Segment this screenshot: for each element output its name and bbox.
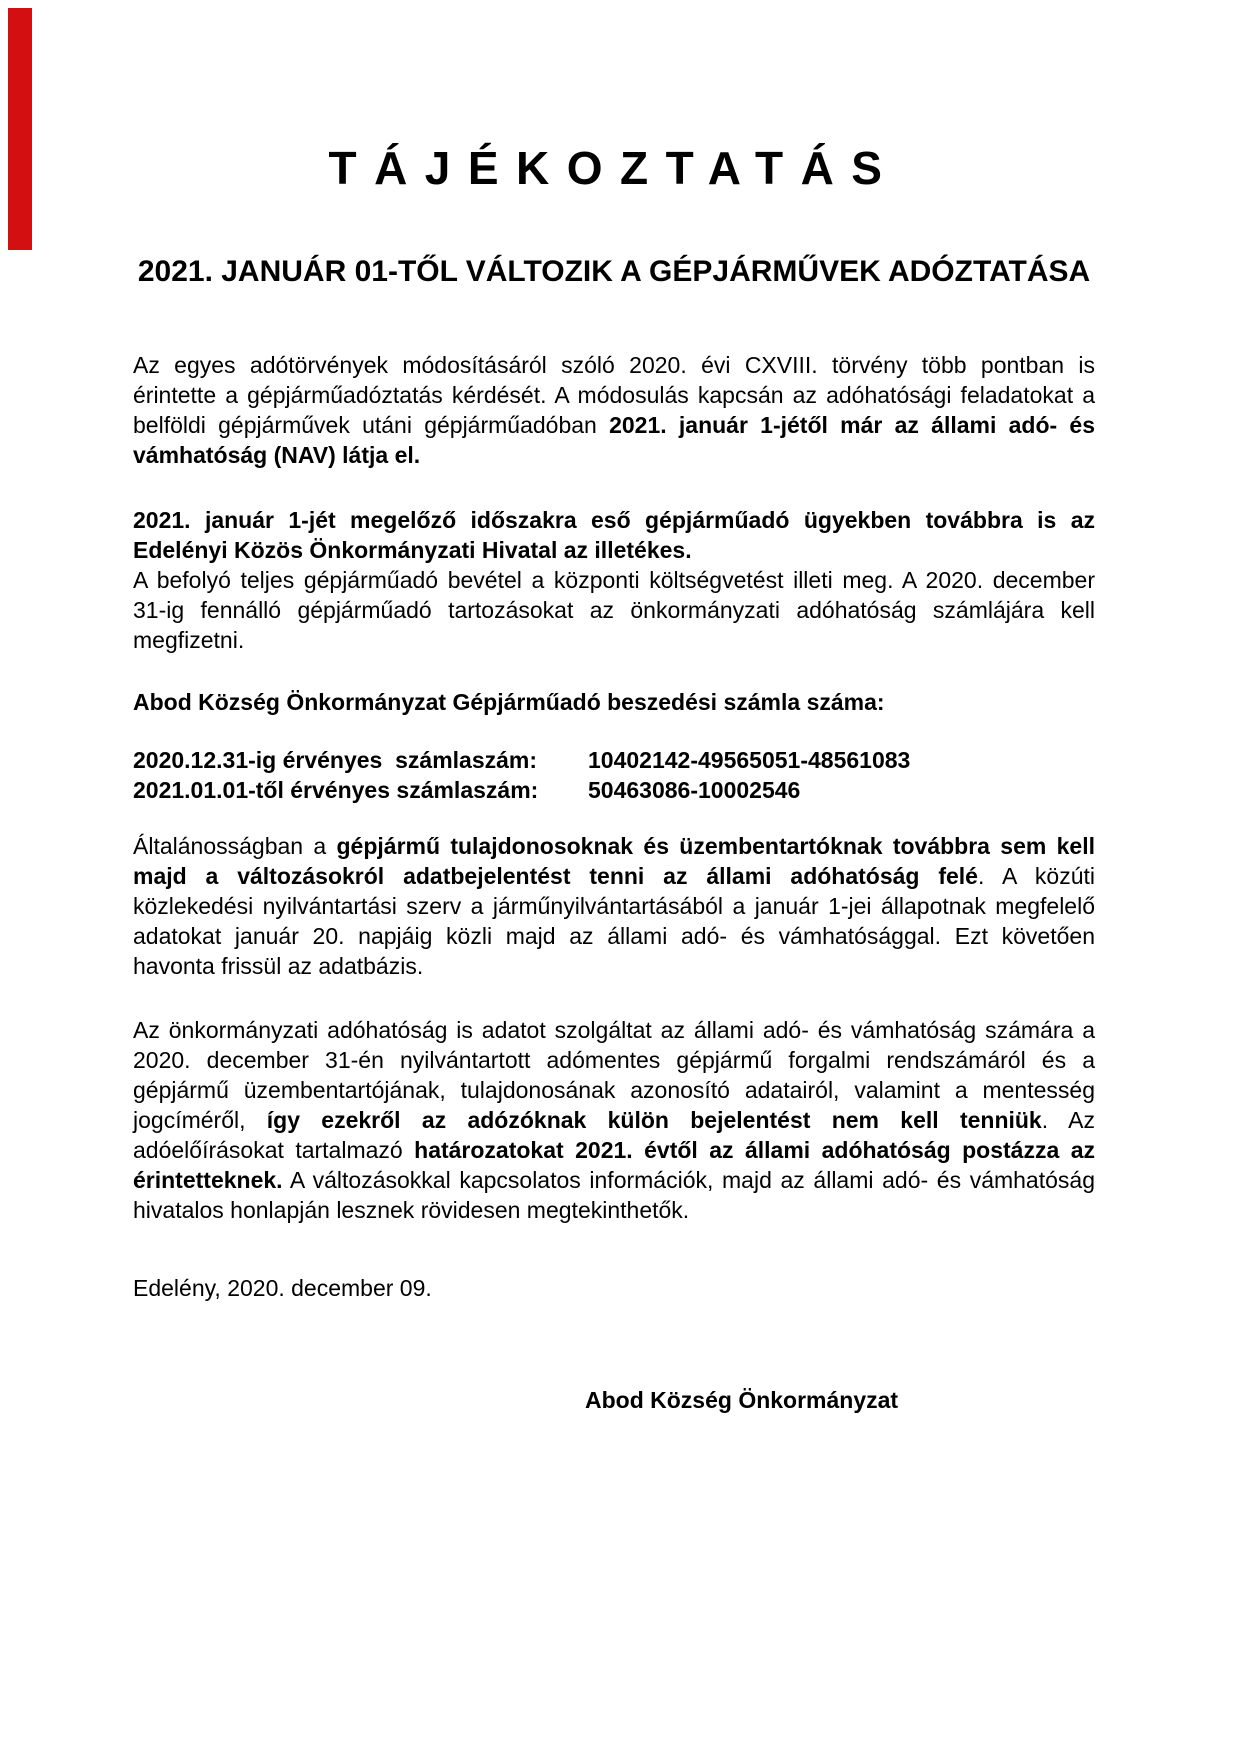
paragraph-no-data-reporting: Általánosságban a gépjármű tulajdonosoknak és üzembentartóknak továbbra sem kell majd a változásokról adatbejelentést tenni az állami adóhatóság felé. A közúti közlekedési nyilvántartási szerv a járműnyilvántartásából a január 1-jei állapotnak megfelelő adatokat január 20. napjáig közli majd az állami adó- és vámhatósággal. Ezt követően havonta frissül az adatbázis.	[133, 833, 1095, 979]
date-line: Edelény, 2020. december 09.	[133, 1275, 432, 1301]
paragraph-pre-2021-cases-continuation: A befolyó teljes gépjárműadó bevétel a központi költségvetést illeti meg. A 2020. december 31-ig fennálló gépjárműadó tartozásokat az önkormányzati adóhatóság számlájára kell megfizetni.	[133, 567, 1095, 653]
account-row-2020	[133, 745, 1095, 775]
signature: Abod Község Önkormányzat	[585, 1387, 899, 1413]
paragraph-law-change-intro: Az egyes adótörvények módosításáról szóló 2020. évi CXVIII. törvény több pontban is érintette a gépjárműadóztatás kérdését. A módosulás kapcsán az adóhatósági feladatokat a belföldi gépjárművek utáni gépjárműadóban 2021. január 1-jétől már az állami adó- és vámhatóság (NAV) látja el.	[133, 352, 1095, 468]
accounts-section-heading: Abod Község Önkormányzat Gépjárműadó beszedési számla száma:	[133, 689, 885, 715]
red-margin-mark	[8, 8, 32, 250]
document-subtitle: 2021. JANUÁR 01-TŐL VÁLTOZIK A GÉPJÁRMŰVEK ADÓZTATÁSA	[137, 255, 1091, 288]
account-label-2020: 2020.12.31-ig érvényes számlaszám:	[133, 747, 538, 773]
paragraph-pre-2021-cases-bold: 2021. január 1-jét megelőző időszakra eső gépjárműadó ügyekben továbbra is az Edelényi Közös Önkormányzati Hivatal az illetékes.	[133, 507, 1095, 563]
account-label-2021: 2021.01.01-től érvényes számlaszám:	[133, 777, 539, 803]
paragraph-municipal-data-service: Az önkormányzati adóhatóság is adatot szolgáltat az állami adó- és vámhatóság számára a 2020. december 31-én nyilvántartott adómentes gépjármű forgalmi rendszámáról és a gépjármű üzembentartójának, tulajdonosának azonosító adatairól, valamint a mentesség jogcíméről, így ezekről az adózóknak külön bejelentést nem kell tenniük. Az adóelőírásokat tartalmazó határozatokat 2021. évtől az állami adóhatóság postázza az érintetteknek. A változásokkal kapcsolatos információk, majd az állami adó- és vámhatóság hivatalos honlapján lesznek rövidesen megtekinthetők.	[133, 1017, 1095, 1223]
account-row-2021	[133, 775, 1095, 805]
account-number-2020: 10402142-49565051-48561083	[588, 747, 911, 773]
document-title: TÁJÉKOZTATÁS	[328, 142, 900, 194]
account-number-2021: 50463086-10002546	[588, 777, 801, 803]
account-numbers-block	[133, 745, 1095, 805]
